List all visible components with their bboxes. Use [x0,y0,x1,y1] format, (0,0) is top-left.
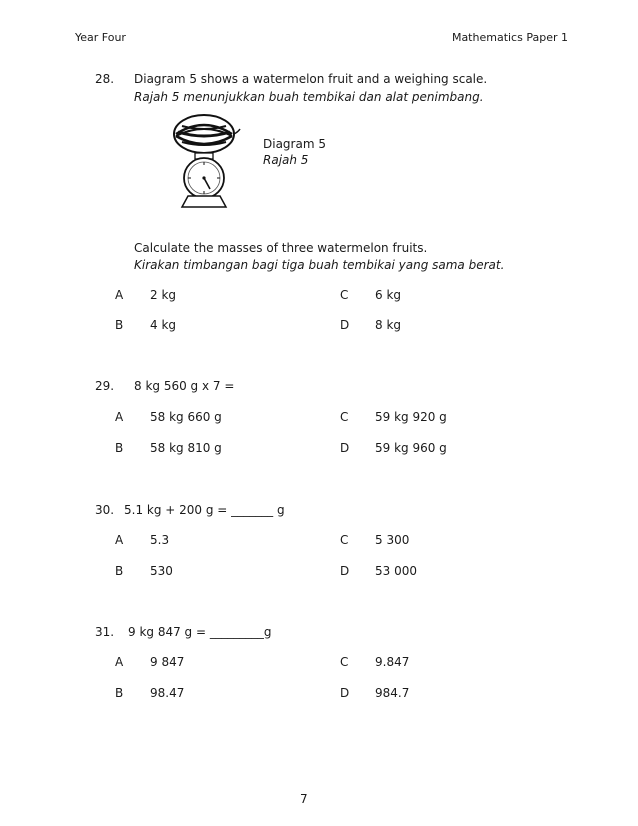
q28-prompt-my: Kirakan timbangan bagi tiga buah tembikai yang sama berat. [134,258,505,272]
q28-option-a-letter: A [115,288,124,302]
q31-option-c-value: 9.847 [375,655,410,669]
header-left: Year Four [75,31,126,44]
q28-number: 28. [95,72,115,86]
q30-number: 30. [95,503,115,517]
q29-option-a-value: 58 kg 660 g [150,410,222,424]
q30-option-b-letter: B [115,564,124,578]
watermelon-scale-image [168,112,244,212]
q30-option-a-letter: A [115,533,124,547]
q31-option-b-value: 98.47 [150,686,185,700]
q30-option-d-value: 53 000 [375,564,417,578]
watermelon-icon [174,115,240,153]
header-right: Mathematics Paper 1 [451,31,568,44]
q30-option-b-value: 530 [150,564,173,578]
q29-option-c-letter: C [340,410,349,424]
q28-option-c-value: 6 kg [375,288,402,302]
q28-option-c-letter: C [340,288,349,302]
q30-option-d-letter: D [340,564,350,578]
q29-option-d-value: 59 kg 960 g [375,441,447,455]
q29-option-d-letter: D [340,441,350,455]
q30-text: 5.1 kg + 200 g = _______ g [124,503,285,517]
q28-option-b-letter: B [115,318,124,332]
q31-text: 9 kg 847 g = _________g [128,625,272,639]
q31-option-c-letter: C [340,655,349,669]
q31-option-b-letter: B [115,686,124,700]
q28-option-a-value: 2 kg [150,288,177,302]
q28-prompt-en: Calculate the masses of three watermelon fruits. [134,241,428,255]
q30-option-a-value: 5.3 [150,533,170,547]
q29-option-b-letter: B [115,441,124,455]
q29-text: 8 kg 560 g x 7 = [134,379,235,393]
q31-number: 31. [95,625,115,639]
q31-option-d-value: 984.7 [375,686,410,700]
q30-option-c-letter: C [340,533,349,547]
diagram-label-en: Diagram 5 [263,137,326,151]
q28-option-b-value: 4 kg [150,318,177,332]
q31-option-d-letter: D [340,686,350,700]
q29-number: 29. [95,379,115,393]
diagram-label-my: Rajah 5 [263,153,309,167]
q28-option-d-letter: D [340,318,350,332]
q28-text-my: Rajah 5 menunjukkan buah tembikai dan alat penimbang. [134,90,484,104]
page-number: 7 [300,792,308,806]
q28-option-d-value: 8 kg [375,318,402,332]
q31-option-a-value: 9 847 [150,655,185,669]
q29-option-a-letter: A [115,410,124,424]
q30-option-c-value: 5 300 [375,533,410,547]
q28-text-en: Diagram 5 shows a watermelon fruit and a weighing scale. [134,72,488,86]
q31-option-a-letter: A [115,655,124,669]
weighing-scale-icon [182,153,226,207]
q29-option-c-value: 59 kg 920 g [375,410,447,424]
q29-option-b-value: 58 kg 810 g [150,441,222,455]
